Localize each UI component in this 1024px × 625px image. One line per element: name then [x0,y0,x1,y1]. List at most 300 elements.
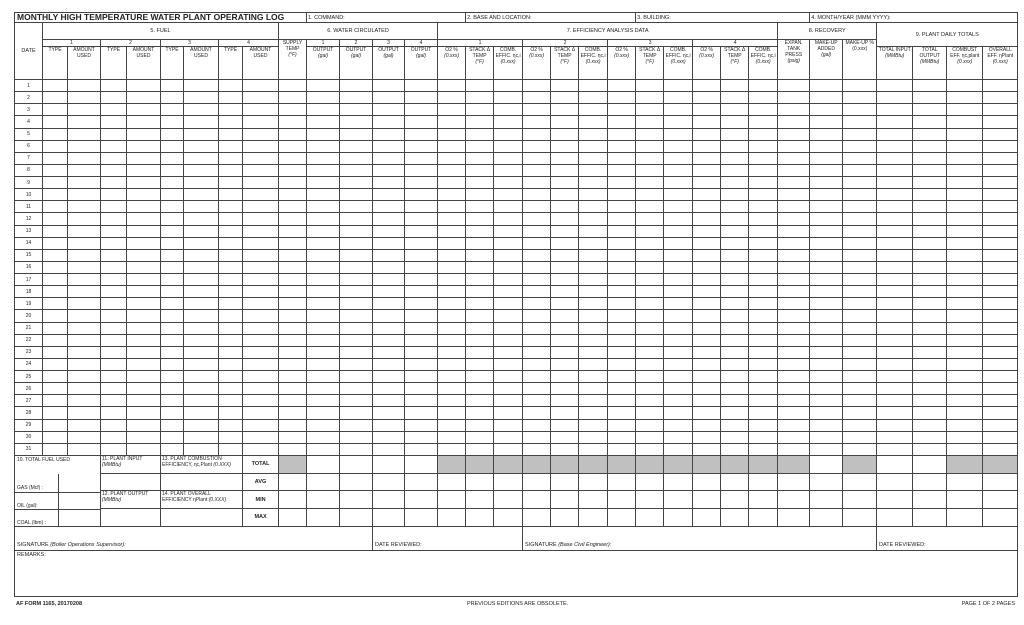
plant-output-value[interactable] [101,509,161,527]
log-cell[interactable] [810,286,843,298]
log-cell[interactable] [913,395,947,407]
log-cell[interactable] [947,237,983,249]
log-cell[interactable] [843,164,877,176]
log-cell[interactable] [749,346,778,358]
summary-cell[interactable] [579,473,608,491]
log-cell[interactable] [405,116,438,128]
log-cell[interactable] [608,164,636,176]
log-cell[interactable] [373,443,405,455]
log-cell[interactable] [947,225,983,237]
summary-cell[interactable] [636,473,664,491]
log-cell[interactable] [340,358,373,370]
log-cell[interactable] [693,286,721,298]
log-cell[interactable] [219,128,243,140]
log-cell[interactable] [778,431,810,443]
log-cell[interactable] [551,407,579,419]
log-cell[interactable] [494,431,523,443]
summary-cell[interactable] [913,473,947,491]
log-cell[interactable] [307,80,340,92]
log-cell[interactable] [184,419,219,431]
plant-overall-eff-value[interactable] [161,509,243,527]
log-cell[interactable] [913,80,947,92]
summary-cell[interactable] [693,473,721,491]
log-cell[interactable] [983,164,1018,176]
log-cell[interactable] [947,140,983,152]
log-cell[interactable] [340,92,373,104]
log-cell[interactable] [101,346,127,358]
log-cell[interactable] [636,371,664,383]
log-cell[interactable] [307,237,340,249]
log-cell[interactable] [608,358,636,370]
log-cell[interactable] [373,189,405,201]
summary-cell[interactable] [373,509,405,527]
log-cell[interactable] [778,152,810,164]
log-cell[interactable] [101,249,127,261]
log-cell[interactable] [243,310,279,322]
log-cell[interactable] [279,213,307,225]
log-cell[interactable] [184,128,219,140]
log-cell[interactable] [243,104,279,116]
log-cell[interactable] [721,249,749,261]
log-cell[interactable] [913,346,947,358]
log-cell[interactable] [523,286,551,298]
summary-cell[interactable] [551,473,579,491]
log-cell[interactable] [373,80,405,92]
log-cell[interactable] [307,261,340,273]
log-cell[interactable] [913,225,947,237]
log-cell[interactable] [983,213,1018,225]
log-cell[interactable] [721,274,749,286]
log-cell[interactable] [340,152,373,164]
log-cell[interactable] [843,395,877,407]
log-cell[interactable] [843,140,877,152]
log-cell[interactable] [68,261,101,273]
log-cell[interactable] [307,92,340,104]
log-cell[interactable] [340,213,373,225]
log-cell[interactable] [983,419,1018,431]
summary-cell[interactable] [608,491,636,509]
log-cell[interactable] [579,189,608,201]
log-cell[interactable] [68,128,101,140]
log-cell[interactable] [307,189,340,201]
log-cell[interactable] [68,152,101,164]
log-cell[interactable] [43,261,68,273]
log-cell[interactable] [983,358,1018,370]
log-cell[interactable] [243,189,279,201]
log-cell[interactable] [749,274,778,286]
log-cell[interactable] [373,334,405,346]
log-cell[interactable] [579,213,608,225]
date-reviewed-1[interactable]: DATE REVIEWED: [373,527,523,551]
log-cell[interactable] [721,177,749,189]
log-cell[interactable] [184,371,219,383]
log-cell[interactable] [551,383,579,395]
log-cell[interactable] [551,249,579,261]
log-cell[interactable] [438,237,466,249]
log-cell[interactable] [243,116,279,128]
log-cell[interactable] [778,237,810,249]
log-cell[interactable] [913,140,947,152]
log-cell[interactable] [721,92,749,104]
summary-cell[interactable] [438,509,466,527]
log-cell[interactable] [664,407,693,419]
log-cell[interactable] [43,177,68,189]
log-cell[interactable] [161,431,184,443]
log-cell[interactable] [373,358,405,370]
log-cell[interactable] [127,371,161,383]
log-cell[interactable] [243,395,279,407]
log-cell[interactable] [551,286,579,298]
log-cell[interactable] [749,419,778,431]
log-cell[interactable] [161,407,184,419]
log-cell[interactable] [983,92,1018,104]
log-cell[interactable] [219,249,243,261]
log-cell[interactable] [551,128,579,140]
log-cell[interactable] [778,261,810,273]
log-cell[interactable] [405,286,438,298]
log-cell[interactable] [810,310,843,322]
log-cell[interactable] [579,286,608,298]
log-cell[interactable] [219,104,243,116]
log-cell[interactable] [127,261,161,273]
log-cell[interactable] [778,443,810,455]
log-cell[interactable] [664,116,693,128]
log-cell[interactable] [778,346,810,358]
log-cell[interactable] [693,346,721,358]
log-cell[interactable] [843,249,877,261]
log-cell[interactable] [693,261,721,273]
log-cell[interactable] [68,371,101,383]
log-cell[interactable] [466,128,494,140]
log-cell[interactable] [810,104,843,116]
log-cell[interactable] [340,286,373,298]
log-cell[interactable] [307,164,340,176]
log-cell[interactable] [438,213,466,225]
log-cell[interactable] [721,431,749,443]
summary-cell[interactable] [947,473,983,491]
log-cell[interactable] [664,177,693,189]
log-cell[interactable] [243,164,279,176]
summary-cell[interactable] [405,509,438,527]
log-cell[interactable] [778,225,810,237]
log-cell[interactable] [127,346,161,358]
log-cell[interactable] [693,80,721,92]
log-cell[interactable] [466,383,494,395]
log-cell[interactable] [307,322,340,334]
log-cell[interactable] [494,298,523,310]
log-cell[interactable] [279,116,307,128]
log-cell[interactable] [947,274,983,286]
log-cell[interactable] [43,358,68,370]
log-cell[interactable] [693,249,721,261]
log-cell[interactable] [101,395,127,407]
log-cell[interactable] [551,443,579,455]
log-cell[interactable] [664,213,693,225]
log-cell[interactable] [219,310,243,322]
log-cell[interactable] [810,431,843,443]
log-cell[interactable] [340,407,373,419]
log-cell[interactable] [721,334,749,346]
log-cell[interactable] [307,443,340,455]
log-cell[interactable] [843,298,877,310]
log-cell[interactable] [608,140,636,152]
log-cell[interactable] [438,201,466,213]
log-cell[interactable] [947,116,983,128]
log-cell[interactable] [843,92,877,104]
log-cell[interactable] [219,334,243,346]
log-cell[interactable] [983,261,1018,273]
log-cell[interactable] [43,431,68,443]
log-cell[interactable] [279,80,307,92]
log-cell[interactable] [307,177,340,189]
log-cell[interactable] [523,213,551,225]
log-cell[interactable] [810,189,843,201]
log-cell[interactable] [523,371,551,383]
log-cell[interactable] [127,310,161,322]
log-cell[interactable] [551,104,579,116]
log-cell[interactable] [693,407,721,419]
log-cell[interactable] [664,80,693,92]
log-cell[interactable] [523,298,551,310]
log-cell[interactable] [68,334,101,346]
log-cell[interactable] [608,237,636,249]
log-cell[interactable] [494,407,523,419]
log-cell[interactable] [877,237,913,249]
log-cell[interactable] [913,407,947,419]
log-cell[interactable] [693,237,721,249]
log-cell[interactable] [405,225,438,237]
summary-cell[interactable] [405,491,438,509]
log-cell[interactable] [494,395,523,407]
log-cell[interactable] [913,322,947,334]
log-cell[interactable] [913,358,947,370]
log-cell[interactable] [523,104,551,116]
log-cell[interactable] [161,261,184,273]
log-cell[interactable] [778,164,810,176]
log-cell[interactable] [551,431,579,443]
log-cell[interactable] [373,431,405,443]
log-cell[interactable] [307,274,340,286]
log-cell[interactable] [608,383,636,395]
log-cell[interactable] [810,334,843,346]
summary-cell[interactable] [913,509,947,527]
log-cell[interactable] [877,128,913,140]
log-cell[interactable] [947,104,983,116]
log-cell[interactable] [243,225,279,237]
log-cell[interactable] [778,189,810,201]
log-cell[interactable] [438,395,466,407]
log-cell[interactable] [636,274,664,286]
log-cell[interactable] [405,152,438,164]
log-cell[interactable] [843,322,877,334]
log-cell[interactable] [466,298,494,310]
log-cell[interactable] [243,274,279,286]
log-cell[interactable] [101,80,127,92]
log-cell[interactable] [636,443,664,455]
log-cell[interactable] [219,177,243,189]
log-cell[interactable] [127,383,161,395]
log-cell[interactable] [127,443,161,455]
log-cell[interactable] [43,346,68,358]
log-cell[interactable] [810,371,843,383]
building-field[interactable]: 3. BUILDING: [636,13,810,23]
log-cell[interactable] [636,164,664,176]
summary-cell[interactable] [843,491,877,509]
log-cell[interactable] [373,249,405,261]
log-cell[interactable] [913,177,947,189]
log-cell[interactable] [307,419,340,431]
log-cell[interactable] [877,116,913,128]
log-cell[interactable] [184,140,219,152]
log-cell[interactable] [405,201,438,213]
log-cell[interactable] [307,407,340,419]
log-cell[interactable] [405,443,438,455]
log-cell[interactable] [664,310,693,322]
log-cell[interactable] [466,431,494,443]
log-cell[interactable] [843,237,877,249]
log-cell[interactable] [161,249,184,261]
log-cell[interactable] [810,383,843,395]
log-cell[interactable] [127,322,161,334]
log-cell[interactable] [664,298,693,310]
log-cell[interactable] [373,104,405,116]
log-cell[interactable] [749,140,778,152]
log-cell[interactable] [219,213,243,225]
log-cell[interactable] [373,274,405,286]
log-cell[interactable] [664,371,693,383]
log-cell[interactable] [279,371,307,383]
log-cell[interactable] [243,298,279,310]
log-cell[interactable] [843,443,877,455]
log-cell[interactable] [913,92,947,104]
log-cell[interactable] [68,140,101,152]
log-cell[interactable] [466,274,494,286]
log-cell[interactable] [523,249,551,261]
log-cell[interactable] [161,213,184,225]
log-cell[interactable] [127,213,161,225]
log-cell[interactable] [778,213,810,225]
log-cell[interactable] [843,177,877,189]
log-cell[interactable] [68,116,101,128]
log-cell[interactable] [693,334,721,346]
log-cell[interactable] [101,274,127,286]
log-cell[interactable] [340,443,373,455]
log-cell[interactable] [608,213,636,225]
log-cell[interactable] [721,310,749,322]
log-cell[interactable] [43,164,68,176]
log-cell[interactable] [636,334,664,346]
log-cell[interactable] [466,177,494,189]
log-cell[interactable] [161,237,184,249]
log-cell[interactable] [68,225,101,237]
summary-cell[interactable] [721,509,749,527]
log-cell[interactable] [579,407,608,419]
log-cell[interactable] [579,419,608,431]
log-cell[interactable] [877,261,913,273]
log-cell[interactable] [947,152,983,164]
log-cell[interactable] [127,152,161,164]
log-cell[interactable] [466,371,494,383]
log-cell[interactable] [810,152,843,164]
log-cell[interactable] [494,346,523,358]
log-cell[interactable] [68,274,101,286]
log-cell[interactable] [636,189,664,201]
log-cell[interactable] [494,419,523,431]
log-cell[interactable] [438,286,466,298]
log-cell[interactable] [279,92,307,104]
log-cell[interactable] [636,286,664,298]
log-cell[interactable] [551,92,579,104]
log-cell[interactable] [608,261,636,273]
log-cell[interactable] [749,383,778,395]
log-cell[interactable] [466,189,494,201]
log-cell[interactable] [219,322,243,334]
log-cell[interactable] [405,249,438,261]
command-field[interactable]: 1. COMMAND: [307,13,466,23]
log-cell[interactable] [947,92,983,104]
log-cell[interactable] [579,152,608,164]
log-cell[interactable] [279,261,307,273]
log-cell[interactable] [877,213,913,225]
log-cell[interactable] [340,383,373,395]
log-cell[interactable] [101,358,127,370]
log-cell[interactable] [913,152,947,164]
log-cell[interactable] [608,431,636,443]
log-cell[interactable] [243,286,279,298]
log-cell[interactable] [466,358,494,370]
log-cell[interactable] [438,177,466,189]
log-cell[interactable] [184,310,219,322]
log-cell[interactable] [636,298,664,310]
log-cell[interactable] [279,152,307,164]
log-cell[interactable] [243,80,279,92]
log-cell[interactable] [664,322,693,334]
log-cell[interactable] [279,104,307,116]
log-cell[interactable] [947,346,983,358]
log-cell[interactable] [438,298,466,310]
log-cell[interactable] [279,383,307,395]
log-cell[interactable] [693,177,721,189]
log-cell[interactable] [438,346,466,358]
log-cell[interactable] [636,249,664,261]
summary-cell[interactable] [523,509,551,527]
log-cell[interactable] [127,164,161,176]
log-cell[interactable] [494,358,523,370]
log-cell[interactable] [405,419,438,431]
log-cell[interactable] [127,128,161,140]
log-cell[interactable] [43,104,68,116]
log-cell[interactable] [307,298,340,310]
log-cell[interactable] [438,104,466,116]
summary-cell[interactable] [693,491,721,509]
log-cell[interactable] [523,419,551,431]
log-cell[interactable] [983,225,1018,237]
log-cell[interactable] [101,431,127,443]
log-cell[interactable] [778,249,810,261]
log-cell[interactable] [693,274,721,286]
log-cell[interactable] [184,116,219,128]
log-cell[interactable] [101,116,127,128]
log-cell[interactable] [68,189,101,201]
log-cell[interactable] [68,419,101,431]
log-cell[interactable] [373,419,405,431]
log-cell[interactable] [721,237,749,249]
log-cell[interactable] [877,298,913,310]
log-cell[interactable] [749,322,778,334]
log-cell[interactable] [494,189,523,201]
log-cell[interactable] [877,152,913,164]
log-cell[interactable] [161,346,184,358]
